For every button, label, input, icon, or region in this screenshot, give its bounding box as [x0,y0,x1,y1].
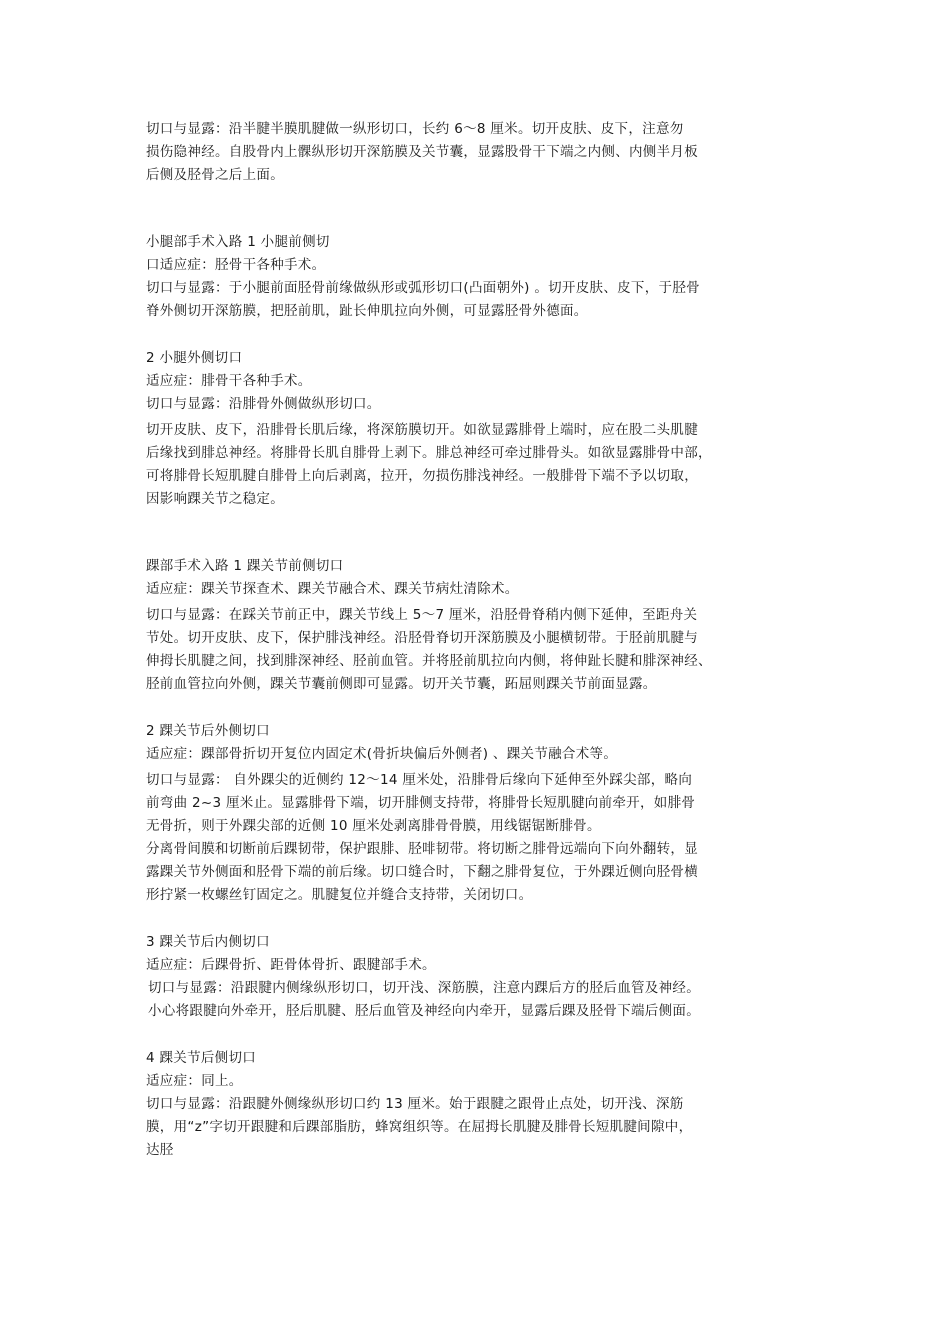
section-leg-lateral [146,347,810,511]
section-heading: 小腿部手术入路 1 小腿前侧切 [146,234,330,250]
text-line: 切开皮肤、皮下，沿腓骨长肌后缘，将深筋膜切开。如欲显露腓骨上端时，应在股二头肌腱 [146,422,698,438]
text-line: 适应症：腓骨干各种手术。 [146,373,312,389]
section-ankle-posterolateral [146,720,810,907]
spacer [146,511,810,555]
text-line: 小心将跟腱向外牵开，胫后肌腱、胫后血管及神经向内牵开，显露后踝及胫骨下端后侧面。 [148,1003,700,1019]
text-line: 达胫 [146,1142,174,1158]
text-line: 露踝关节外侧面和胫骨下端的前后缘。切口缝合时，下翻之腓骨复位，于外踝近侧向胫骨横 [146,864,698,880]
text-line: 适应症：同上。 [146,1073,243,1089]
text-line: 切口与显露：在踩关节前正中，踝关节线上 5～7 厘米，沿胫骨脊稍内侧下延伸，至距舟关 [146,607,698,623]
spacer [146,696,810,720]
text-line: 切口与显露：沿跟腱内侧缘纵形切口，切开浅、深筋膜，注意内踝后方的胫后血管及神经。 [148,980,700,996]
text-line: 切口与显露：于小腿前面胫骨前缘做纵形或弧形切口(凸面朝外) 。切开皮肤、皮下，于胫骨 [146,280,700,296]
section-ankle-anterior [146,555,810,696]
section-knee-incision [146,118,810,187]
text-line: 切口与显露：沿半腱半膜肌腱做一纵形切口，长约 6～8 厘米。切开皮肤、皮下，注意勿 [146,121,684,137]
section-heading: 2 踝关节后外侧切口 [146,723,270,739]
text-line: 口适应症：胫骨干各种手术。 [146,257,326,273]
text-line: 适应症：踝部骨折切开复位内固定术(骨折块偏后外侧者) 、踝关节融合术等。 [146,746,618,762]
text-line: 后侧及胫骨之后上面。 [146,167,284,183]
text-line: 切口与显露：沿跟腱外侧缘纵形切口约 13 厘米。始于跟腱之跟骨止点处，切开浅、深筋 [146,1096,684,1112]
spacer [146,1023,810,1047]
text-line: 脊外侧切开深筋膜，把胫前肌，趾长伸肌拉向外侧，可显露胫骨外德面。 [146,303,588,319]
text-line: 因影响踝关节之稳定。 [146,491,284,507]
section-heading: 3 踝关节后内侧切口 [146,934,270,950]
text-line: 可将腓骨长短肌腱自腓骨上向后剥离，拉开，勿损伤腓浅神经。一般腓骨下端不予以切取， [146,468,698,484]
section-ankle-posterior [146,1047,810,1162]
spacer [146,907,810,931]
spacer [146,323,810,347]
section-heading: 2 小腿外侧切口 [146,350,243,366]
text-line: 切口与显露：沿腓骨外侧做纵形切口。 [146,396,381,412]
text-line: 适应症：踝关节探查术、踝关节融合术、踝关节病灶清除术。 [146,581,519,597]
section-leg-anterior [146,231,810,323]
section-ankle-posteromedial [146,931,810,1023]
text-line: 伸拇长肌腱之间，找到腓深神经、胫前血管。并将胫前肌拉向内侧，将伸趾长腱和腓深神经、 [146,653,712,669]
spacer [146,187,810,231]
text-line: 膜，用“z”字切开跟腱和后踝部脂肪，蜂窝组织等。在屈拇长肌腱及腓骨长短肌腱间隙中， [146,1119,693,1135]
text-line: 形拧紧一枚螺丝钉固定之。肌腱复位并缝合支持带，关闭切口。 [146,887,533,903]
text-line: 胫前血管拉向外侧，踝关节囊前侧即可显露。切开关节囊，跖屈则踝关节前面显露。 [146,676,657,692]
text-line: 适应症：后踝骨折、距骨体骨折、跟腱部手术。 [146,957,436,973]
text-line: 切口与显露： 自外踝尖的近侧约 12～14 厘米处，沿腓骨后缘向下延伸至外踩尖部，略向 [146,772,693,788]
document-page [146,118,810,1162]
section-heading: 4 踝关节后侧切口 [146,1050,257,1066]
section-heading: 踝部手术入路 1 踝关节前侧切口 [146,558,344,574]
text-line: 分离骨间膜和切断前后踝韧带，保护跟腓、胫啡韧带。将切断之腓骨远端向下向外翻转，显 [146,841,698,857]
text-line: 节处。切开皮肤、皮下，保护腓浅神经。沿胫骨脊切开深筋膜及小腿横韧带。于胫前肌腱与 [146,630,698,646]
text-line: 损伤隐神经。自股骨内上髁纵形切开深筋膜及关节囊，显露股骨干下端之内侧、内侧半月板 [146,144,698,160]
text-line: 前弯曲 2~3 厘米止。显露腓骨下端，切开腓侧支持带，将腓骨长短肌腱向前牵开，如腓骨 [146,795,696,811]
text-line: 后缘找到腓总神经。将腓骨长肌自腓骨上剥下。腓总神经可牵过腓骨头。如欲显露腓骨中部， [146,445,712,461]
text-line: 无骨折，则于外踝尖部的近侧 10 厘米处剥离腓骨骨膜，用线锯锯断腓骨。 [146,818,601,834]
